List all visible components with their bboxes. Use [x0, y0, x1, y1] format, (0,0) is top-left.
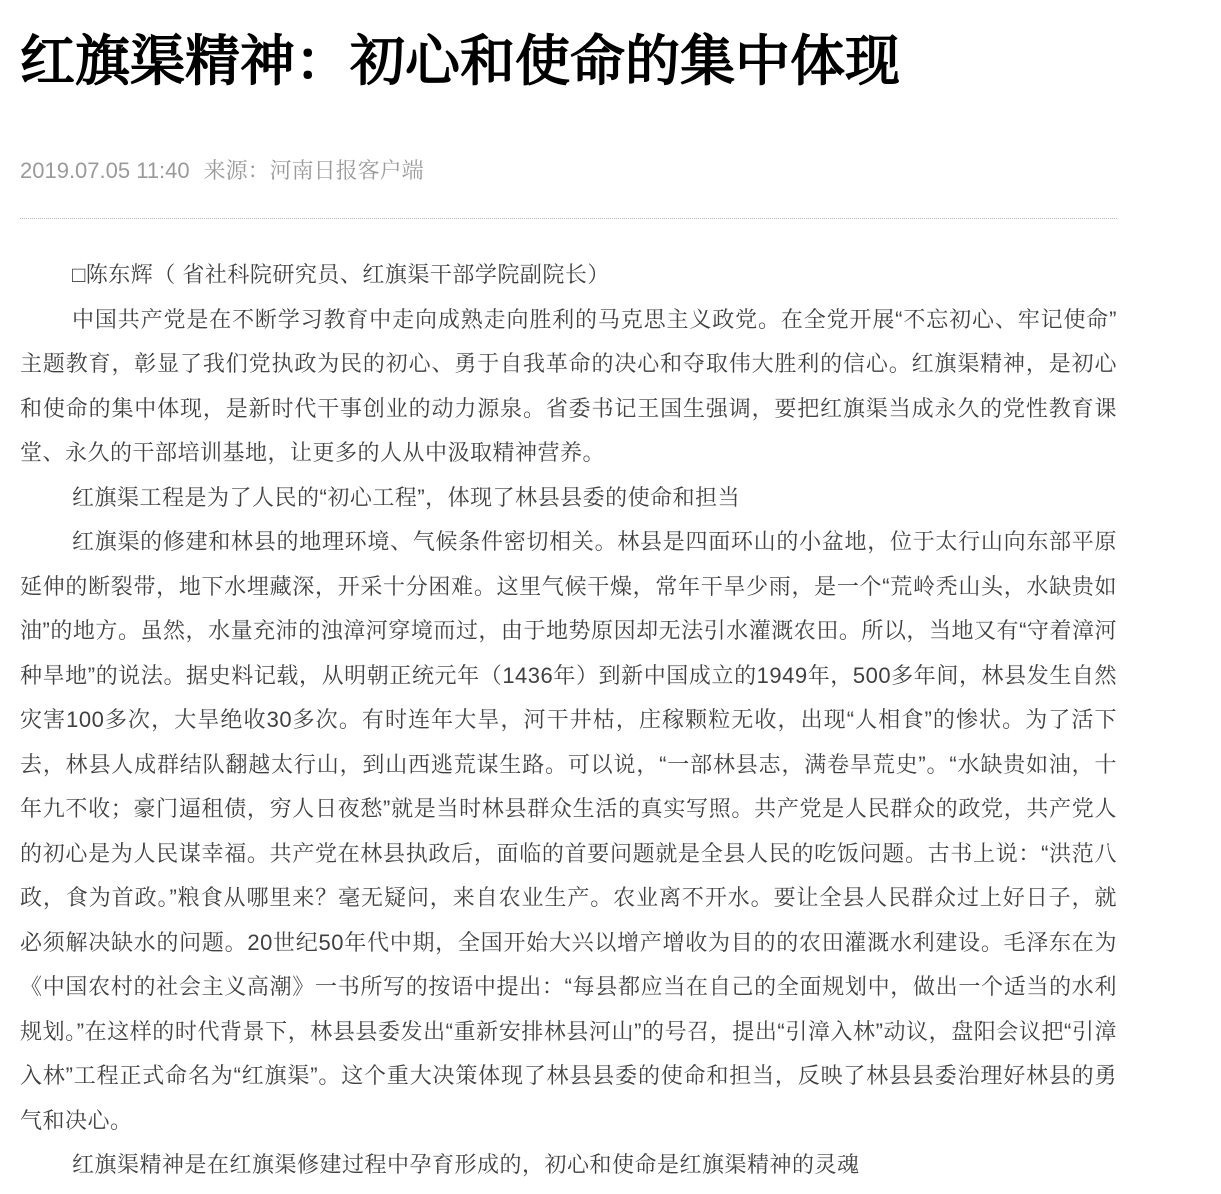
paragraph-history: 红旗渠的修建和林县的地理环境、气候条件密切相关。林县是四面环山的小盆地，位于太行山向东部平原延伸的断裂带，地下水埋藏深，开采十分困难。这里气候干燥，常年干旱少雨，是一个“荒岭秃山头，水缺贵如油”的地方。虽然，水量充沛的浊漳河穿境而过，由于地势原因却无法引水灌溉农田。所以，当地又有“守着漳河种旱地”的说法。据史料记载，从明朝正统元年（1436年）到新中国成立的1949年，500多年间，林县发生自然灾害100多次，大旱绝收30多次。有时连年大旱，河干井枯，庄稼颗粒无收，出现“人相食”的惨状。为了活下去，林县人成群结队翻越太行山，到山西逃荒谋生路。可以说，“一部林县志，满卷旱荒史”。“水缺贵如油，十年九不收；豪门逼租债，穷人日夜愁”就是当时林县群众生活的真实写照。共产党是人民群众的政党，共产党人的初心是为人民谋幸福。共产党在林县执政后，面临的首要问题就是全县人民的吃饭问题。古书上说：“洪范八政，食为首政。”粮食从哪里来？毫无疑问，来自农业生产。农业离不开水。要让全县人民群众过上好日子，就必须解决缺水的问题。20世纪50年代中期，全国开始大兴以增产增收为目的的农田灌溉水利建设。毛泽东在为《中国农村的社会主义高潮》一书所写的按语中提出：“每县都应当在自己的全面规划中，做出一个适当的水利规划。”在这样的时代背景下，林县县委发出“重新安排林县河山”的号召，提出“引漳入林”动议，盘阳会议把“引漳入林”工程正式命名为“红旗渠”。这个重大决策体现了林县县委的使命和担当，反映了林县县委治理好林县的勇气和决心。	[20, 529, 1117, 1133]
section-heading-2: 红旗渠精神是在红旗渠修建过程中孕育形成的，初心和使命是红旗渠精神的灵魂	[72, 1152, 860, 1178]
paragraph-intro: 中国共产党是在不断学习教育中走向成熟走向胜利的马克思主义政党。在全党开展“不忘初心、牢记使命”主题教育，彰显了我们党执政为民的初心、勇于自我革命的决心和夺取伟大胜利的信心。红旗渠精神，是初心和使命的集中体现，是新时代干事创业的动力源泉。省委书记王国生强调，要把红旗渠当成永久的党性教育课堂、永久的干部培训基地，让更多的人从中汲取精神营养。	[20, 306, 1117, 466]
article-title: 红旗渠精神：初心和使命的集中体现	[20, 30, 901, 92]
source-name: 河南日报客户端	[269, 158, 424, 184]
article-body	[20, 253, 1117, 1188]
article-page	[20, 28, 1117, 1188]
source-label: 来源：	[203, 158, 270, 184]
source-wrapper	[204, 158, 424, 183]
publish-datetime: 2019.07.05 11:40	[20, 158, 190, 184]
author-line: □陈东辉（ 省社科院研究员、红旗渠干部学院副院长）	[72, 262, 610, 288]
divider-line	[20, 218, 1117, 219]
section-heading-1: 红旗渠工程是为了人民的“初心工程”，体现了林县县委的使命和担当	[72, 484, 741, 510]
article-meta	[20, 157, 1117, 185]
